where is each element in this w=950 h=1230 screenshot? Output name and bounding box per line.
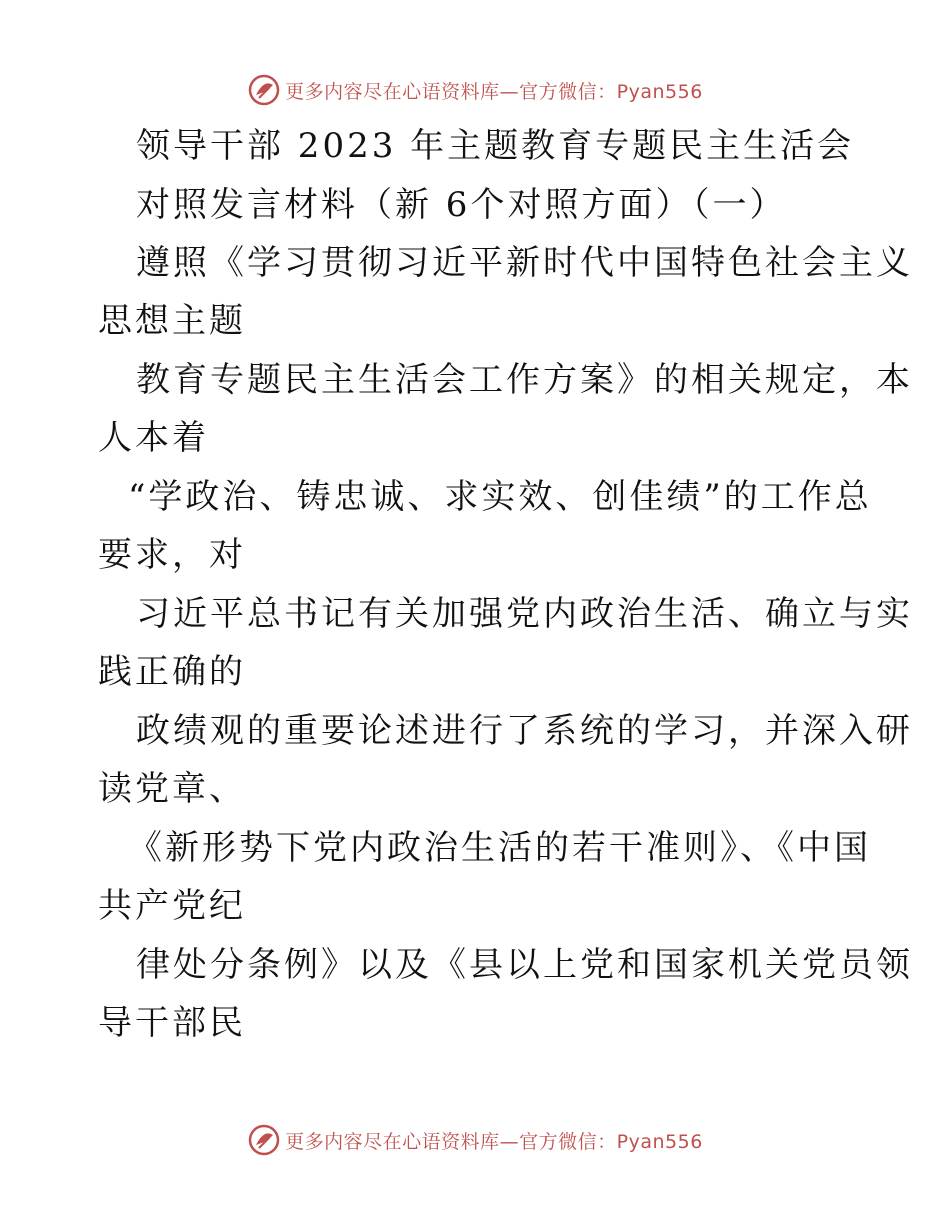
- text-line: 共产党纪: [98, 886, 246, 926]
- footer-watermark: [0, 1120, 950, 1160]
- text-line: 政绩观的重要论述进行了系统的学习，并深入研: [136, 711, 913, 751]
- text-line: 律处分条例》以及《县以上党和国家机关党员领: [136, 945, 913, 985]
- text-line: 人本着: [98, 418, 209, 458]
- text-line: 导干部民: [98, 1003, 246, 1043]
- text-line: 思想主题: [98, 301, 246, 341]
- text-line: 《新形势下党内政治生活的若干准则》、《中国: [128, 828, 871, 868]
- title-line-2: 对照发言材料（新 6个对照方面）（一）: [136, 185, 787, 225]
- title-line-1: 领导干部 2023 年主题教育专题民主生活会: [136, 126, 855, 166]
- watermark-text: 更多内容尽在心语资料库—官方微信：Pyan556: [285, 80, 703, 103]
- text-line: 教育专题民主生活会工作方案》的相关规定，本: [136, 360, 913, 400]
- text-line: “学政治、铸忠诚、求实效、创佳绩”的工作总: [128, 477, 872, 517]
- brand-logo-icon: [247, 73, 281, 107]
- text-line: 遵照《学习贯彻习近平新时代中国特色社会主义: [136, 243, 913, 283]
- text-line: 读党章、: [98, 769, 246, 809]
- watermark-text: 更多内容尽在心语资料库—官方微信：Pyan556: [285, 1130, 703, 1153]
- brand-logo-icon: [247, 1123, 281, 1157]
- text-line: 习近平总书记有关加强党内政治生活、确立与实: [136, 594, 913, 634]
- header-watermark: [0, 70, 950, 110]
- text-line: 要求，对: [98, 535, 246, 575]
- text-line: 践正确的: [98, 652, 246, 692]
